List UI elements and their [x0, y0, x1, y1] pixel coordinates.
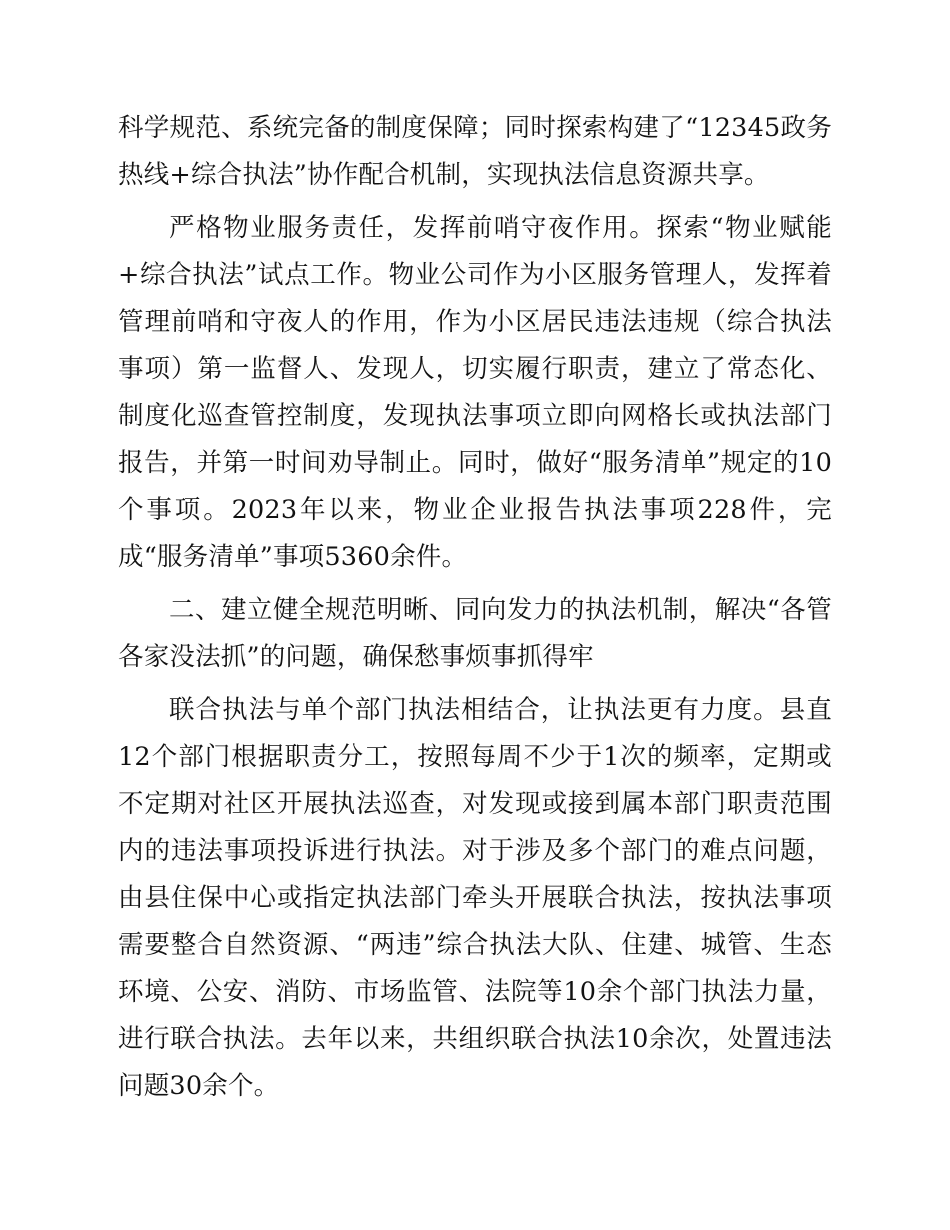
paragraph: 严格物业服务责任，发挥前哨守夜作用。探索“物业赋能+综合执法”试点工作。物业公司作为小区服务管理人，发挥着管理前哨和守夜人的作用，作为小区居民违法违规（综合执法事项）第一监督人、发现人，切实履行职责，建立了常态化、制度化巡查管控制度，发现执法事项立即向网格长或执法部门报告，并第一时间劝导制止。同时，做好“服务清单”规定的10个事项。2023年以来，物业企业报告执法事项228件，完成“服务清单”事项5360余件。 [118, 213, 832, 572]
paragraph-heading: 二、建立健全规范明晰、同向发力的执法机制，解决“各管各家没法抓”的问题，确保愁事烦事抓得牢 [118, 595, 832, 672]
document-body [118, 105, 832, 1110]
paragraph: 科学规范、系统完备的制度保障；同时探索构建了“12345政务热线+综合执法”协作配合机制，实现执法信息资源共享。 [118, 113, 832, 190]
paragraph: 联合执法与单个部门执法相结合，让执法更有力度。县直12个部门根据职责分工，按照每周不少于1次的频率，定期或不定期对社区开展执法巡查，对发现或接到属本部门职责范围内的违法事项投诉进行执法。对于涉及多个部门的难点问题，由县住保中心或指定执法部门牵头开展联合执法，按执法事项需要整合自然资源、“两违”综合执法大队、住建、城管、生态环境、公安、消防、市场监管、法院等10余个部门执法力量，进行联合执法。去年以来，共组织联合执法10余次，处置违法问题30余个。 [118, 695, 832, 1101]
